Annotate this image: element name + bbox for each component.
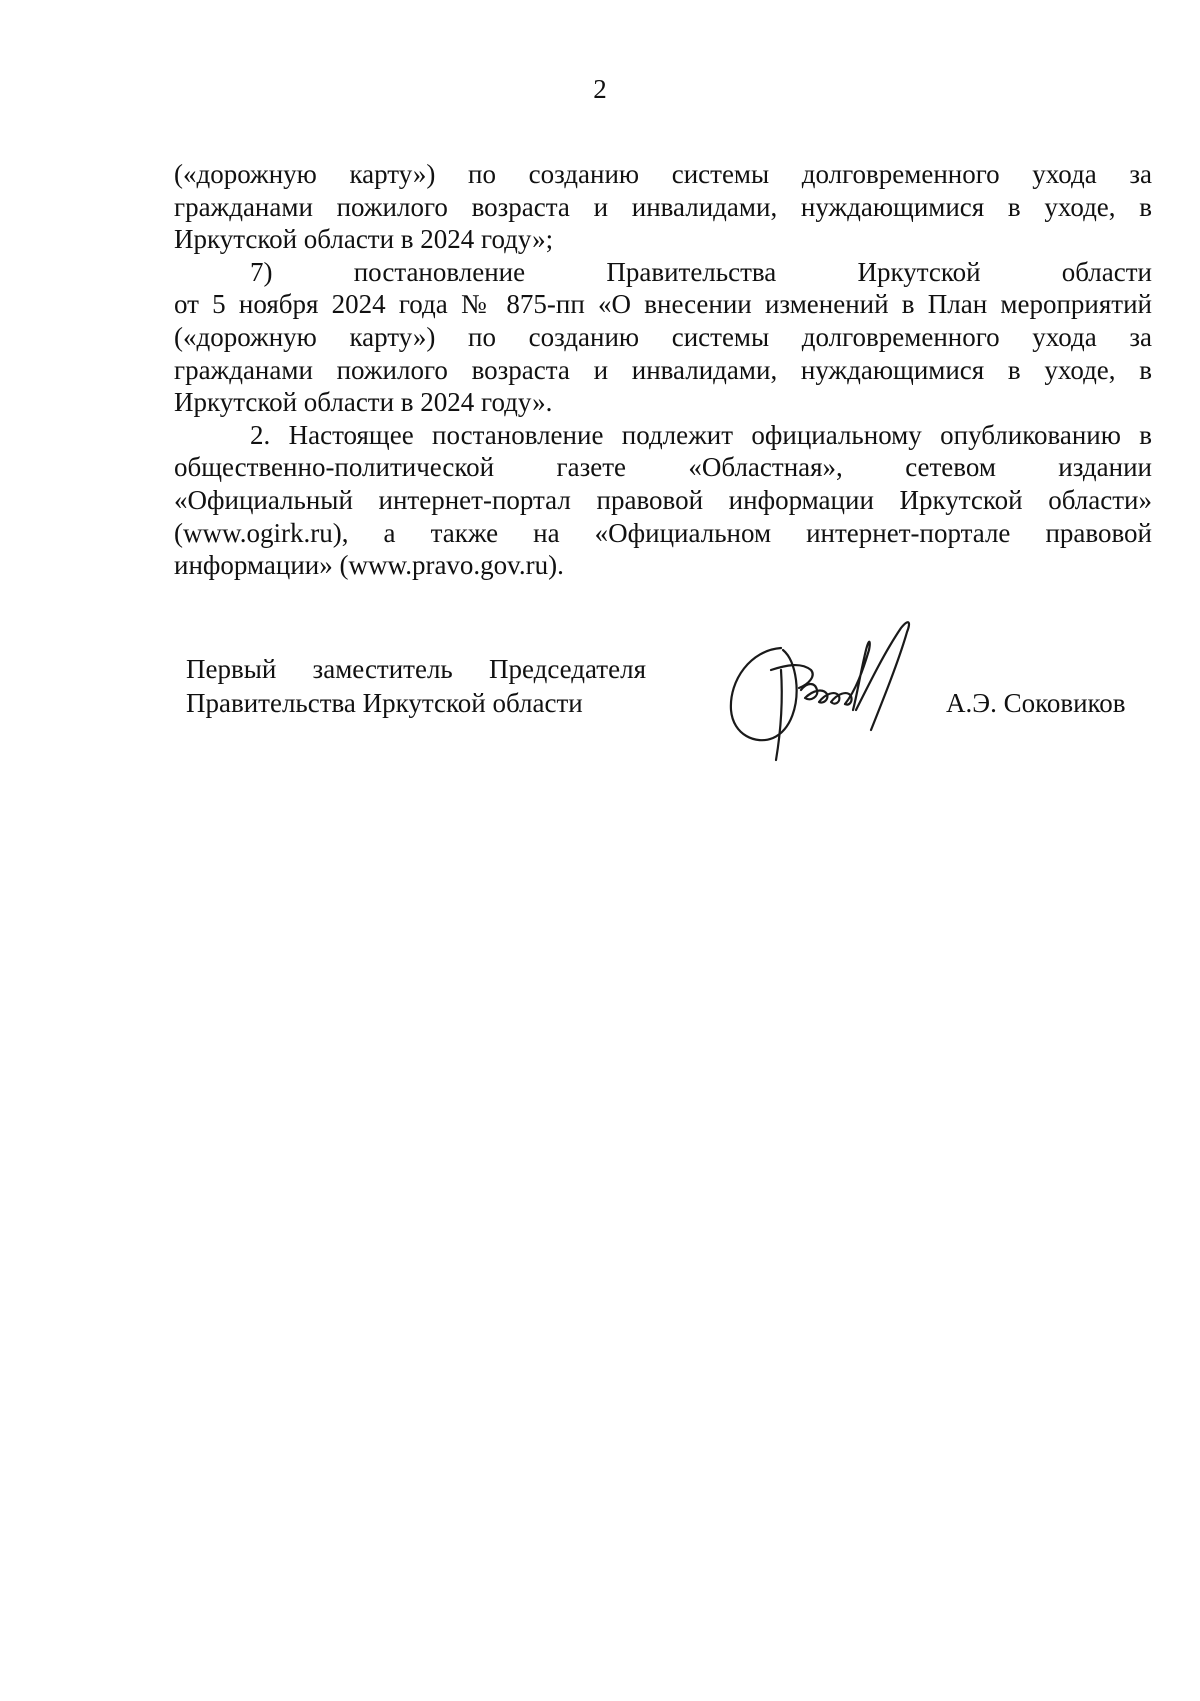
signature-block <box>186 652 1166 772</box>
body-line: (www.ogirk.ru), а также на «Официальном интернет-портале правовой <box>174 517 1152 548</box>
body-line: гражданами пожилого возраста и инвалидами, нуждающимися в уходе, в <box>174 354 1152 385</box>
body-line: («дорожную карту») по созданию системы долговременного ухода за <box>174 321 1152 352</box>
handwritten-signature <box>711 610 931 770</box>
signatory-name: А.Э. Соковиков <box>946 688 1126 718</box>
body-line: общественно-политической газете «Областная», сетевом издании <box>174 452 1152 483</box>
body-line: Иркутской области в 2024 году»; <box>174 224 554 255</box>
body-line: информации» (www.pravo.gov.ru). <box>174 550 564 581</box>
section-2-line: 2. Настоящее постановление подлежит официальному опубликованию в <box>250 419 1152 450</box>
body-line: «Официальный интернет-портал правовой информации Иркутской области» <box>174 484 1152 515</box>
page-number: 2 <box>593 74 607 104</box>
body-line: Иркутской области в 2024 году». <box>174 387 553 418</box>
list-item-7-line: 7) постановление Правительства Иркутской области <box>250 256 1152 287</box>
signatory-position <box>186 652 646 720</box>
body-line: гражданами пожилого возраста и инвалидами, нуждающимися в уходе, в <box>174 191 1152 222</box>
signatory-position-line: Первый заместитель Председателя <box>186 654 646 684</box>
signatory-position-line: Правительства Иркутской области <box>186 688 583 718</box>
document-body <box>174 158 1152 582</box>
body-line: («дорожную карту») по созданию системы долговременного ухода за <box>174 159 1152 189</box>
body-line: от 5 ноября 2024 года № 875-пп «О внесении изменений в План мероприятий <box>174 289 1152 320</box>
